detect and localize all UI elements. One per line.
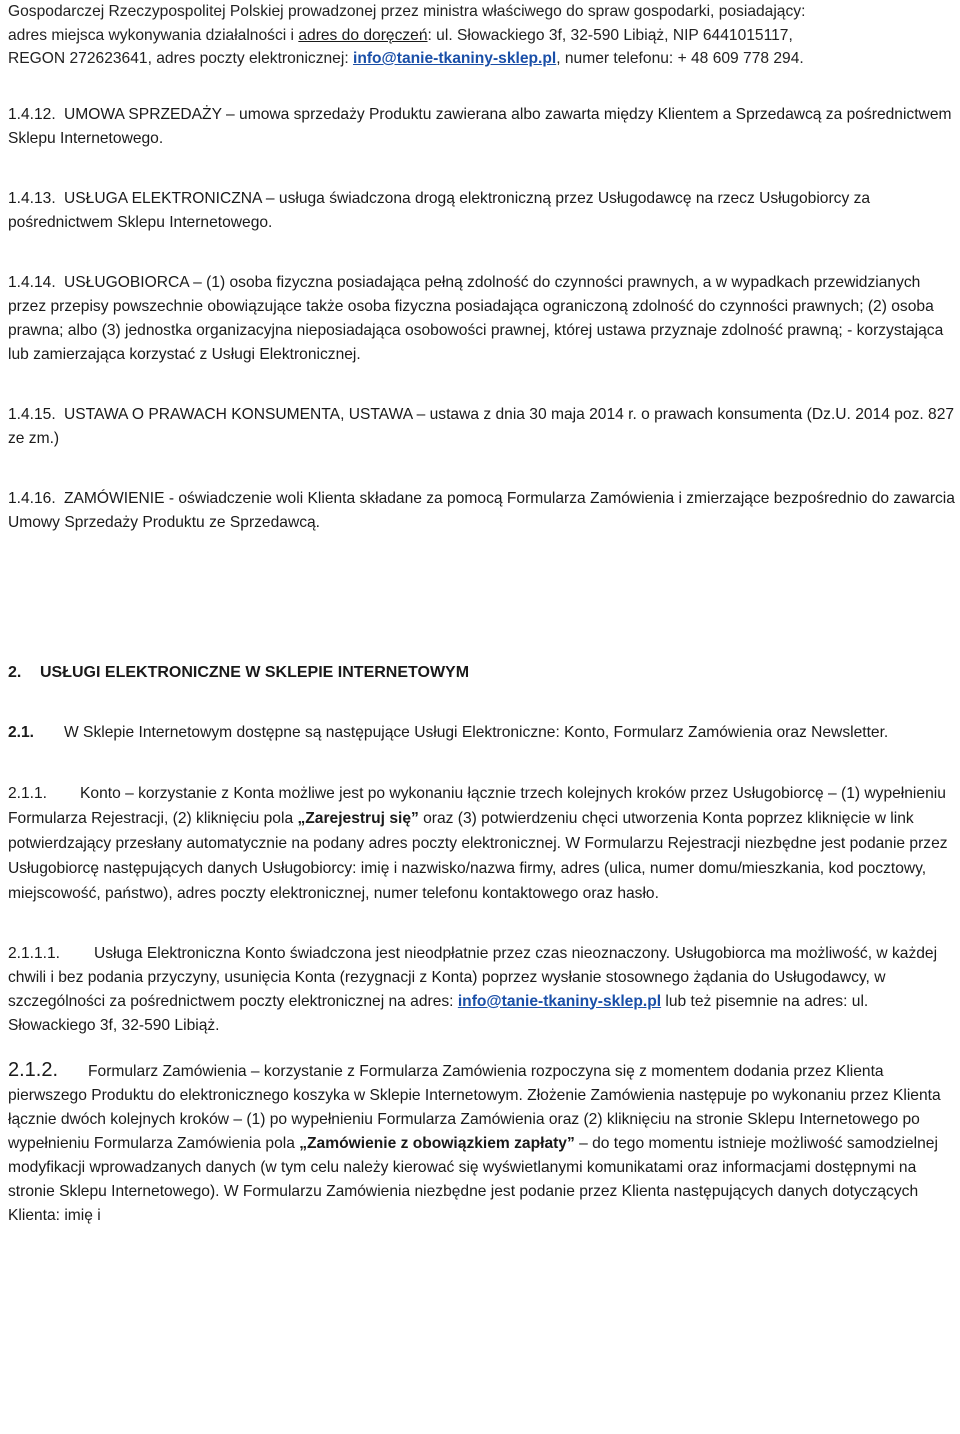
definition-text: USŁUGA ELEKTRONICZNA – usługa świadczona drogą elektroniczną przez Usługodawcę na rzecz Usługobiorcy za pośrednictwem Sklepu Internetowego. bbox=[8, 189, 871, 231]
clause-text: W Sklepie Internetowym dostępne są następujące Usługi Elektroniczne: Konto, Formularz Zamówienia oraz Newsletter. bbox=[64, 723, 889, 741]
clause-text-a: Usługa Elektroniczna Konto świadczona jest nieodpłatnie przez czas nieoznaczony. Usługobiorca ma możliwość, w każdej chwili i bez podania przyczyny, usunięcia Konta (rezygnacji z Konta) poprzez wysłanie stosownego żądania do Usługodawcy, w szczególności za pośrednictwem poczty elektronicznej na adres: bbox=[8, 944, 938, 1010]
definition-text: UMOWA SPRZEDAŻY – umowa sprzedaży Produktu zawierana albo zawarta między Klientem a Sprzedawcą za pośrednictwem Sklepu Internetowego. bbox=[8, 105, 952, 147]
definition-1-4-14 bbox=[8, 271, 956, 367]
register-button-label: „Zarejestruj się” bbox=[297, 809, 419, 827]
definition-1-4-12 bbox=[8, 103, 956, 151]
clause-number: 2.1.2. bbox=[8, 1058, 59, 1081]
section-heading bbox=[8, 661, 956, 685]
clause-number: 2.1. bbox=[8, 723, 35, 741]
definition-1-4-15 bbox=[8, 403, 956, 451]
definition-text: ZAMÓWIENIE - oświadczenie woli Klienta składane za pomocą Formularza Zamówienia i zmierzające bezpośrednio do zawarcia Umowy Sprzedaży Produktu ze Sprzedawcą. bbox=[8, 489, 955, 531]
document-page bbox=[8, 0, 956, 1228]
section-number: 2. bbox=[8, 663, 22, 681]
clause-text-a: Konto – korzystanie z Konta możliwe jest po wykonaniu łącznie trzech kolejnych kroków przez Usługobiorcę – (1) wypełnieniu Formularza Rejestracji, (2) kliknięciu pola bbox=[8, 784, 946, 827]
definition-number: 1.4.13. bbox=[8, 189, 56, 207]
clause-text-b: oraz (3) potwierdzeniu chęci utworzenia Konta poprzez kliknięcie w link potwierdzający przesłany automatycznie na podany adres poczty elektronicznej. W Formularzu Rejestracji niezbędne jest podanie przez Usługobiorcę następujących danych Usługobiorcy: imię i nazwisko/nazwa firmy, adres (ulica, numer domu/mieszkania, kod pocztowy, miejscowość, państwo), adres poczty elektronicznej, numer telefonu kontaktowego oraz hasło. bbox=[8, 809, 948, 902]
order-button-label: „Zamówienie z obowiązkiem zapłaty” bbox=[299, 1134, 575, 1152]
clause-text-b: lub też pisemnie na adres: ul. Słowackiego 3f, 32-590 Libiąż. bbox=[8, 992, 869, 1034]
intro-line-2 bbox=[8, 24, 956, 48]
clause-2-1 bbox=[8, 721, 956, 745]
definition-number: 1.4.12. bbox=[8, 105, 56, 123]
definition-1-4-16 bbox=[8, 487, 956, 535]
clause-2-1-1-1 bbox=[8, 942, 956, 1038]
intro-line-2-text-a: adres miejsca wykonywania działalności i bbox=[8, 26, 299, 44]
delivery-address-link[interactable]: adres do doręczeń bbox=[298, 26, 428, 44]
definition-text: USTAWA O PRAWACH KONSUMENTA, USTAWA – ustawa z dnia 30 maja 2014 r. o prawach konsumenta (Dz.U. 2014 poz. 827 ze zm.) bbox=[8, 405, 955, 447]
intro-line-1: Gospodarczej Rzeczypospolitej Polskiej prowadzonej przez ministra właściwego do spraw gospodarki, posiadający: bbox=[8, 3, 806, 20]
definition-number: 1.4.14. bbox=[8, 273, 56, 291]
intro-line-3-text-a: REGON 272623641, adres poczty elektronicznej: bbox=[8, 50, 353, 67]
definition-1-4-13 bbox=[8, 187, 956, 235]
definition-text: USŁUGOBIORCA – (1) osoba fizyczna posiadająca pełną zdolność do czynności prawnych, a w wypadkach przewidzianych przez przepisy powszechnie obowiązujące także osoba fizyczna posiadająca ograniczoną zdolność do czynności prawnych; (2) osoba prawna; albo (3) jednostka organizacyjna nieposiadająca osobowości prawnej, której ustawa przyznaje zdolność prawną; - korzystająca lub zamierzająca korzystać z Usługi Elektronicznej. bbox=[8, 273, 944, 363]
section-title: USŁUGI ELEKTRONICZNE W SKLEPIE INTERNETOWYM bbox=[40, 663, 470, 681]
intro-line-2-text-b: : ul. Słowackiego 3f, 32-590 Libiąż, NIP 6441015117, bbox=[427, 26, 793, 44]
clause-2-1-1 bbox=[8, 781, 956, 906]
intro-line-3-text-b: , numer telefonu: + 48 609 778 294. bbox=[556, 50, 804, 67]
clause-number: 2.1.1.1. bbox=[8, 944, 61, 962]
clause-2-1-2 bbox=[8, 1058, 956, 1228]
email-link[interactable]: info@tanie-tkaniny-sklep.pl bbox=[457, 992, 662, 1010]
intro-block bbox=[8, 0, 956, 71]
clause-number: 2.1.1. bbox=[8, 784, 48, 802]
intro-line-3 bbox=[8, 47, 956, 71]
definition-number: 1.4.16. bbox=[8, 489, 56, 507]
definition-number: 1.4.15. bbox=[8, 405, 56, 423]
email-link[interactable]: info@tanie-tkaniny-sklep.pl bbox=[352, 50, 557, 67]
clause-text-b: – do tego momentu istnieje możliwość samodzielnej modyfikacji wprowadzanych danych (w tym celu należy kierować się wyświetlanymi komunikatami oraz informacjami dostępnymi na stronie Sklepu Internetowego). W Formularzu Zamówienia niezbędne jest podanie przez Klienta następujących danych dotyczących Klienta: imię i bbox=[8, 1134, 938, 1224]
clause-text-a: Formularz Zamówienia – korzystanie z Formularza Zamówienia rozpoczyna się z momentem dodania przez Klienta pierwszego Produktu do elektronicznego koszyka w Sklepie Internetowym. Złożenie Zamówienia następuje po wykonaniu przez Klienta łącznie dwóch kolejnych kroków – (1) po wypełnieniu Formularza Zamówienia oraz (2) kliknięciu na stronie Sklepu Internetowego po wypełnieniu Formularza Zamówienia pola bbox=[8, 1062, 941, 1152]
